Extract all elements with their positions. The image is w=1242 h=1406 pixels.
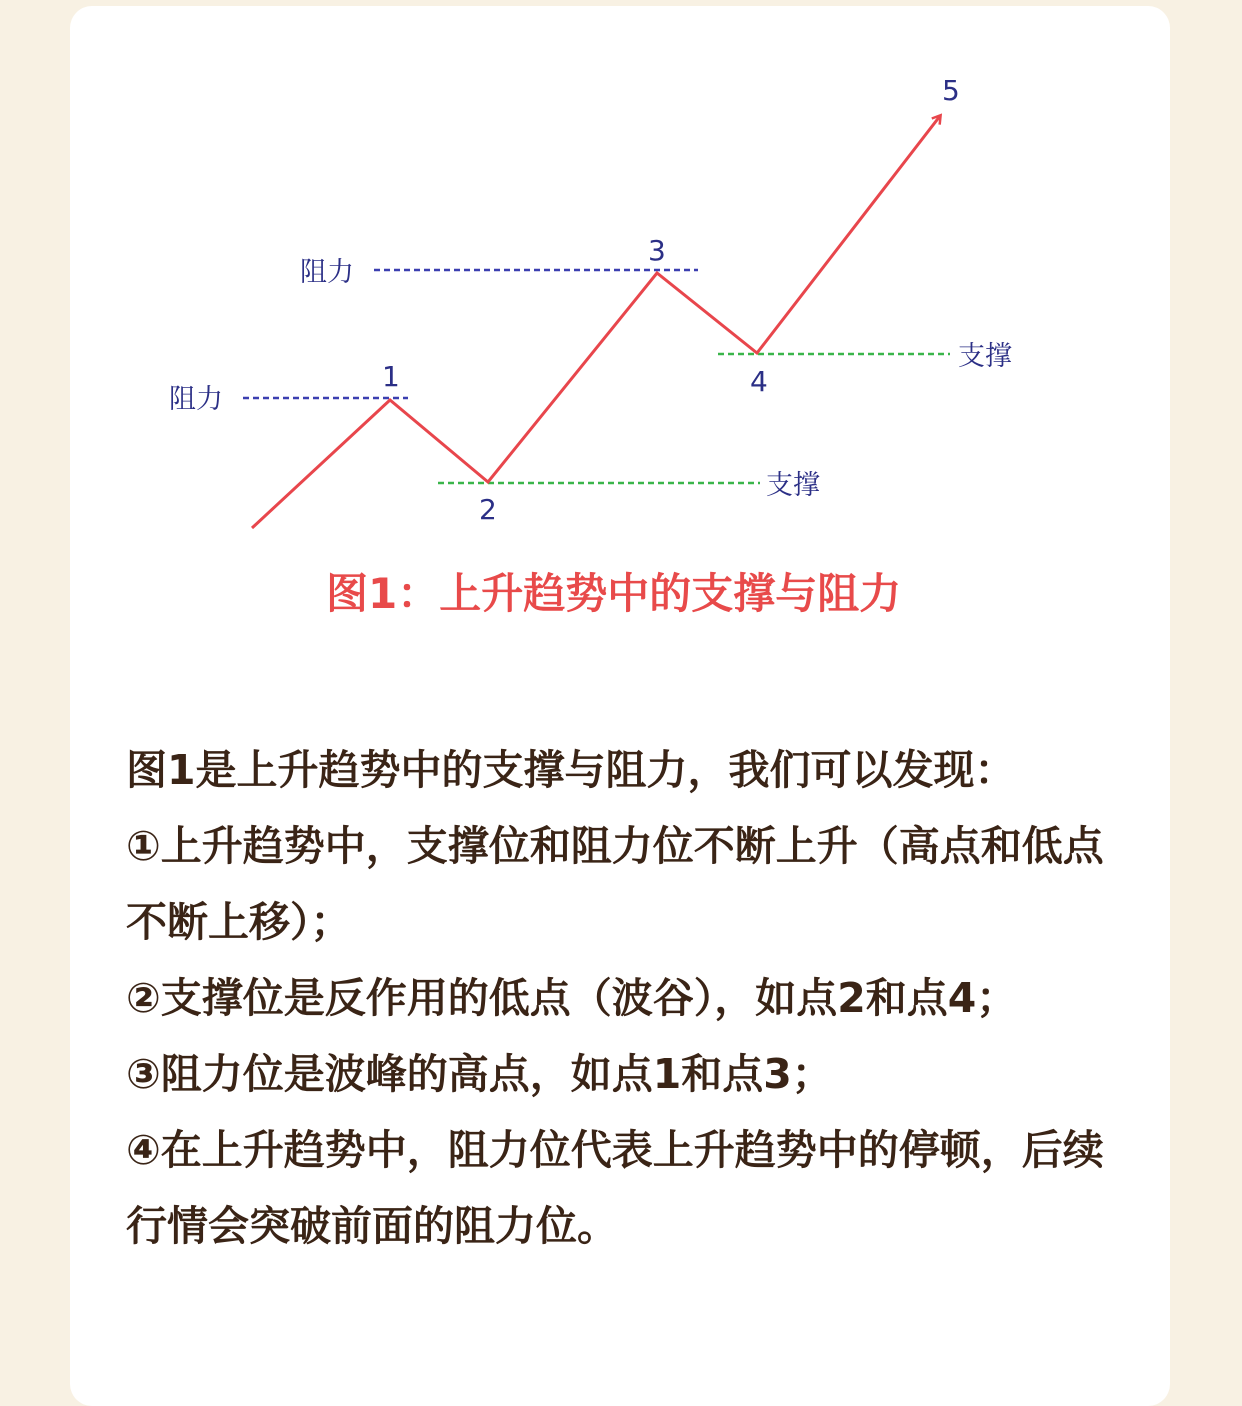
point-paragraph-3: ③阻力位是波峰的高点，如点1和点3；	[126, 1050, 833, 1098]
point-1-label: 1	[382, 360, 400, 393]
support-label-middle: 支撑	[766, 470, 820, 501]
uptrend-path	[252, 116, 940, 528]
article-text	[126, 732, 1116, 1264]
point-5-label: 5	[942, 74, 960, 107]
support-resistance-diagram	[0, 0, 1242, 700]
intro-paragraph: 图1是上升趋势中的支撑与阻力，我们可以发现：	[126, 746, 1016, 794]
figure-caption: 图1：上升趋势中的支撑与阻力	[326, 569, 902, 618]
support-label-right: 支撑	[958, 341, 1012, 372]
point-paragraph-1: ①上升趋势中，支撑位和阻力位不断上升（高点和低点不断上移）；	[126, 822, 1104, 946]
resistance-label-upper: 阻力	[300, 257, 354, 288]
point-3-label: 3	[648, 234, 666, 267]
point-4-label: 4	[750, 365, 768, 398]
diagram-canvas	[0, 0, 1242, 700]
point-paragraph-2: ②支撑位是反作用的低点（波谷），如点2和点4；	[126, 974, 1018, 1022]
resistance-label-lower: 阻力	[169, 384, 223, 415]
point-2-label: 2	[479, 493, 497, 526]
point-paragraph-4: ④在上升趋势中，阻力位代表上升趋势中的停顿，后续行情会突破前面的阻力位。	[126, 1126, 1104, 1250]
